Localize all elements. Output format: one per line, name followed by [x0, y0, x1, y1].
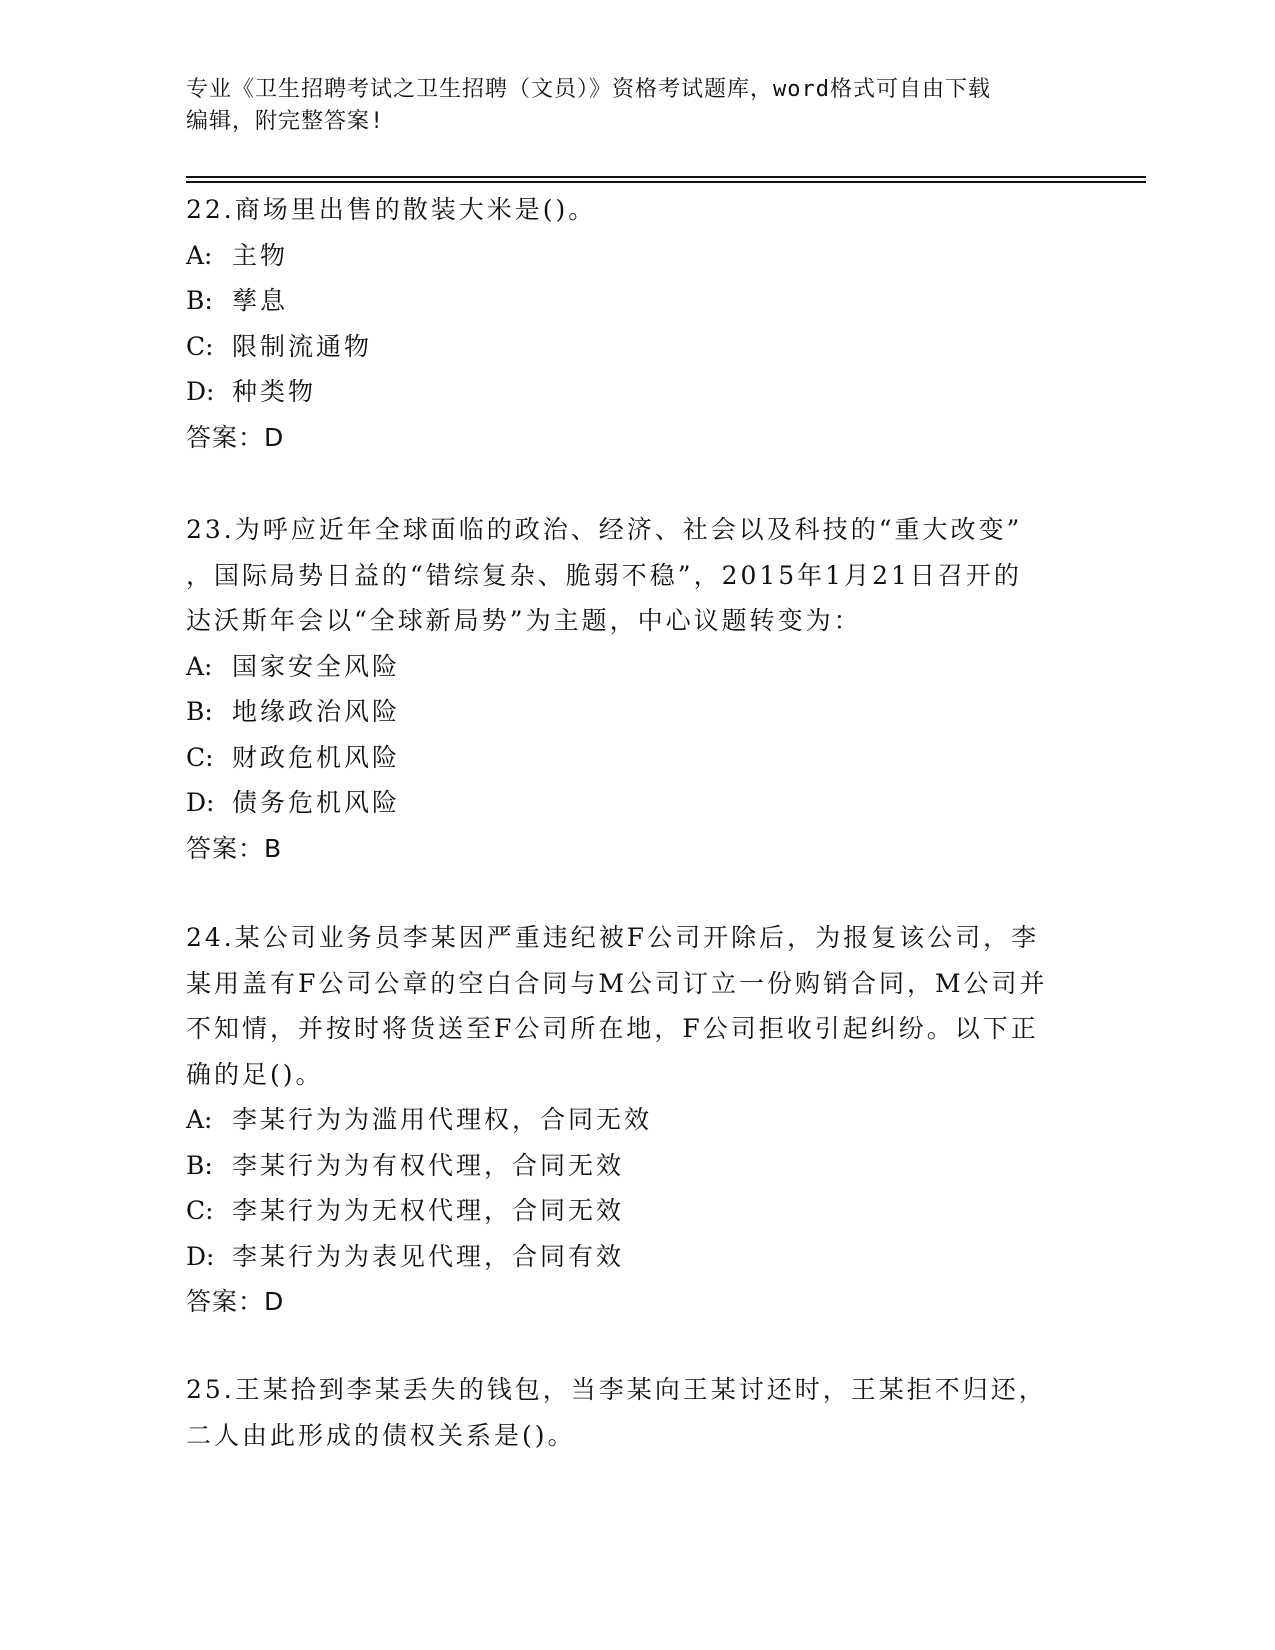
- question-25: [186, 1367, 1086, 1458]
- question-stem: 22.商场里出售的散装大米是()。: [186, 195, 597, 224]
- option-text: 李某行为为滥用代理权，合同无效: [232, 1105, 653, 1134]
- option-text: 李某行为为无权代理，合同无效: [232, 1196, 625, 1225]
- option-b: [186, 278, 1086, 324]
- option-label: C:: [186, 331, 214, 361]
- option-label: C:: [186, 1196, 214, 1225]
- option-text: 地缘政治风险: [232, 697, 401, 726]
- option-text: 主物: [232, 240, 289, 270]
- option-label: D:: [186, 377, 215, 406]
- question-22: [186, 187, 1086, 460]
- question-stem-line-1: 23.为呼应近年全球面临的政治、经济、社会以及科技的“重大改变”: [186, 515, 1023, 544]
- option-a: [186, 1097, 1086, 1143]
- question-stem-line-3: 不知情，并按时将货送至F公司所在地，F公司拒收引起纠纷。以下正: [186, 1014, 1039, 1043]
- option-text: 国家安全风险: [232, 651, 401, 681]
- header-line-2: 编辑，附完整答案!: [186, 109, 385, 134]
- option-d: [186, 780, 1086, 826]
- option-label: B:: [186, 1150, 213, 1180]
- option-d: [186, 369, 1086, 415]
- option-c: [186, 735, 1086, 781]
- header-divider-bottom: [186, 181, 1146, 183]
- question-24: [186, 915, 1086, 1324]
- question-stem-line-2: ，国际局势日益的“错综复杂、脆弱不稳”，2015年1月21日召开的: [186, 560, 1022, 590]
- option-c: [186, 1188, 1086, 1234]
- option-b: [186, 1143, 1086, 1189]
- answer: 答案：D: [186, 422, 285, 452]
- question-23: [186, 507, 1086, 871]
- question-stem-line-2: 某用盖有F公司公章的空白合同与M公司订立一份购销合同，M公司并: [186, 968, 1048, 998]
- option-c: [186, 324, 1086, 370]
- option-label: D:: [186, 788, 215, 817]
- question-stem-line-2: 二人由此形成的债权关系是()。: [186, 1420, 576, 1450]
- question-stem-line-3: 达沃斯年会以“全球新局势”为主题，中心议题转变为：: [186, 606, 862, 635]
- option-a: [186, 233, 1086, 279]
- option-label: A:: [186, 651, 213, 681]
- option-label: A:: [186, 1105, 213, 1134]
- header-line-1: 专业《卫生招聘考试之卫生招聘（文员）》资格考试题库，word格式可自由下载: [186, 77, 991, 102]
- option-label: B:: [186, 286, 213, 315]
- option-d: [186, 1234, 1086, 1280]
- option-text: 孳息: [232, 286, 289, 315]
- option-text: 李某行为为有权代理，合同无效: [232, 1150, 625, 1180]
- option-label: D:: [186, 1241, 215, 1271]
- question-stem-line-1: 24.某公司业务员李某因严重违纪被F公司开除后，为报复该公司，李: [186, 923, 1040, 952]
- option-text: 种类物: [232, 377, 317, 406]
- option-text: 限制流通物: [232, 331, 373, 361]
- option-text: 李某行为为表见代理，合同有效: [232, 1241, 625, 1271]
- option-b: [186, 689, 1086, 735]
- option-label: B:: [186, 697, 213, 726]
- option-label: A:: [186, 240, 213, 270]
- option-text: 债务危机风险: [232, 788, 401, 817]
- option-a: [186, 644, 1086, 690]
- header-divider-top: [186, 176, 1146, 178]
- answer: 答案：B: [186, 833, 283, 863]
- question-stem-line-1: 25.王某拾到李某丢失的钱包，当李某向王某讨还时，王某拒不归还，: [186, 1375, 1047, 1404]
- answer: 答案：D: [186, 1287, 285, 1316]
- document-header: [186, 74, 1086, 138]
- option-label: C:: [186, 742, 214, 772]
- question-stem-line-4: 确的足()。: [186, 1059, 324, 1089]
- option-text: 财政危机风险: [232, 742, 401, 772]
